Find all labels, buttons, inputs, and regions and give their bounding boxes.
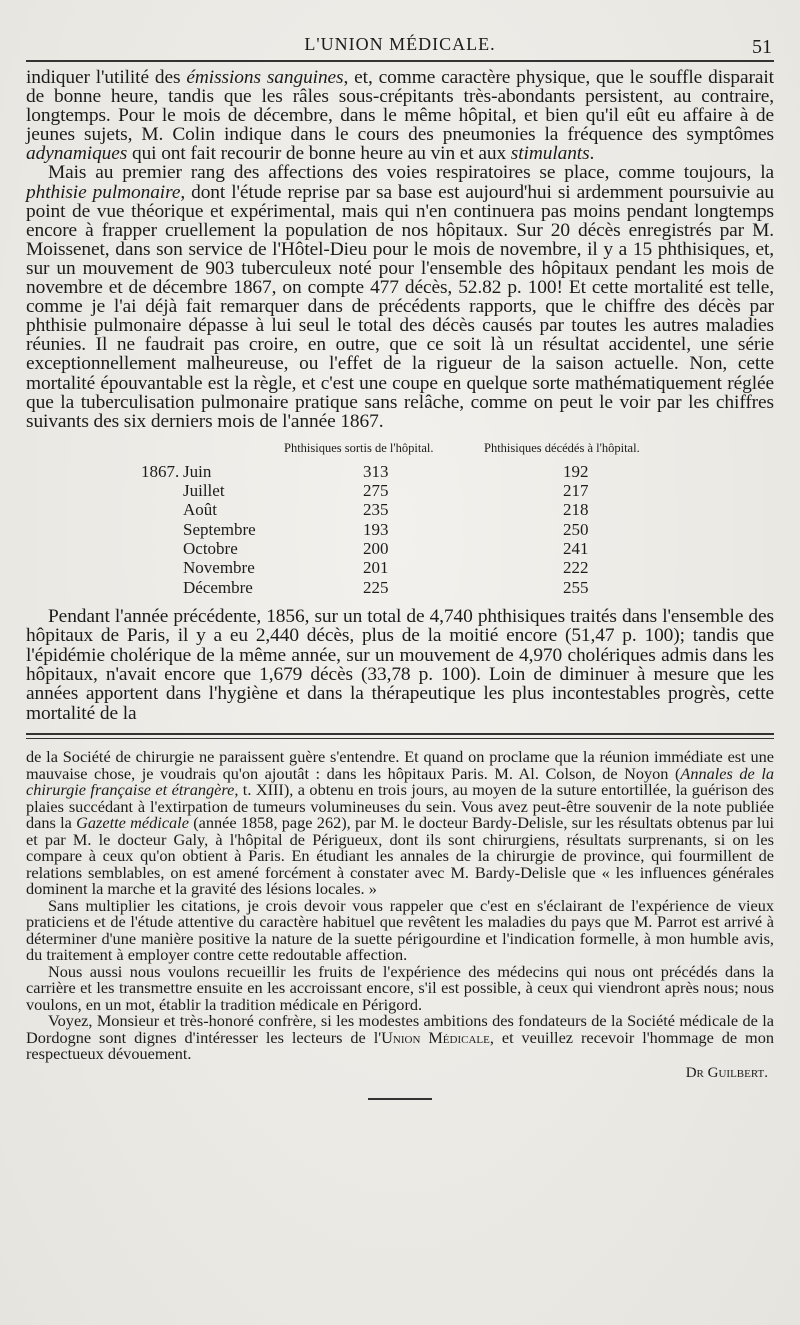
- letter-paragraph-closing: Voyez, Monsieur et très-honoré confrère, si les modestes ambitions des fondateurs de la Société médicale de la Dordogne sont dignes d'intéresser les lecteurs de l'Union Médicale, et veuillez recevoir l'hommage de mon respectueux dévouement.: [26, 1011, 774, 1064]
- decedes-cell: 217: [563, 481, 589, 501]
- year-cell: [141, 520, 183, 539]
- year-cell: [141, 578, 183, 597]
- sortis-cell: 193: [363, 519, 389, 539]
- sortis-cell: 225: [363, 577, 389, 597]
- page-header: [26, 28, 774, 62]
- letter-column: [26, 749, 774, 1100]
- main-column: [26, 68, 774, 723]
- table-row: [26, 481, 774, 500]
- col-header-decedes: Phthisiques décédés à l'hôpital.: [484, 440, 640, 455]
- month-cell: Juillet: [183, 481, 225, 501]
- letter-paragraph-surgery: de la Société de chirurgie ne paraissent guère s'entendre. Et quand on proclame que la réunion immédiate est une mauvaise chose, je voudrais qu'on ajoutât : dans les hôpitaux Paris. M. Al. Colson, de Noyon (Annales de la chirurgie française et étrangère, t. XIII), a obtenu en trois jours, au moyen de la suture entortillée, la guérison des plaies succédant à l'extirpation de tumeurs volumineuses du sein. Vous avez peut-être souvenir de la note publiée dans la Gazette médicale (année 1858, page 262), par M. le docteur Bardy-Delisle, sur les résultats obtenus par lui et par M. le docteur Galy, à l'hôpital de Périgueux, dont ils sont chirurgiens, résultats surprenants, si on les compare à ceux qu'on obtient à Paris. En étudiant les annales de la chirurgie de province, qui fourmillent de relations semblables, on est amené forcément à constater avec M. Bardy-Delisle que « les influences générales dominent la marche et la gravité des lésions locales. »: [26, 747, 774, 899]
- decedes-cell: 255: [563, 577, 589, 597]
- paragraph-pneumonia: indiquer l'utilité des émissions sanguines, et, comme caractère physique, que le souffle disparait de bonne heure, tandis que les râles sous-crépitants très-abondants persistent, au contraire, longtemps. Pour le mois de décembre, dans le même hôpital, et bien qu'il eût eu affaire à de jeunes sujets, M. Colin indique dans le cours des pneumonies la fréquence des symptômes adynamiques qui ont fait recourir de bonne heure au vin et aux stimulants.: [26, 67, 774, 165]
- month-cell: Octobre: [183, 538, 238, 558]
- table-row: [26, 539, 774, 558]
- decedes-cell: 250: [563, 519, 589, 539]
- month-cell: Juin: [183, 461, 212, 481]
- decedes-cell: 241: [563, 538, 589, 558]
- paragraph-previous-year: Pendant l'année précédente, 1856, sur un total de 4,740 phthisiques traités dans l'ensemble des hôpitaux de Paris, il y a eu 2,440 décès, plus de la moitié encore (51,47 p. 100); tandis que l'épidémie cholérique de la même année, sur un mouvement de 4,970 cholériques admis dans les hôpitaux, n'avait encore que 1,679 décès (33,78 p. 100). Loin de diminuer à mesure que les années apportent dans l'hygiène et dans la thérapeutique les plus incontestables progrès, cette mortalité de la: [26, 605, 774, 724]
- col-header-sortis: Phthisiques sortis de l'hôpital.: [284, 440, 434, 455]
- decedes-cell: 192: [563, 461, 589, 481]
- table-row: [26, 520, 774, 539]
- letter-paragraph-tradition: Nous aussi nous voulons recueillir les fruits de l'expérience des médecins qui nous ont précédés dans la carrière et les transmettre ensuite en les accroissant encore, s'il est possible, à ceux qui viendront après nous; nous voulons, en un mot, établir la tradition médicale en Périgord.: [26, 961, 774, 1014]
- table-row: [26, 578, 774, 597]
- sortis-cell: 200: [363, 538, 389, 558]
- header-rule: [26, 60, 774, 62]
- page-number: 51: [752, 36, 772, 58]
- sortis-cell: 235: [363, 500, 389, 520]
- table-header: [284, 441, 774, 456]
- table-row: [26, 558, 774, 577]
- letter-paragraph-citations: Sans multiplier les citations, je crois devoir vous rappeler que c'est en s'éclairant de l'expérience de vieux praticiens et de l'étude attentive du caractère habituel que revêtent les maladies du pays que M. Parrot est arrivé à déterminer d'une manière positive la nature de la suette périgourdine et l'indication formelle, à mon humble avis, du traitement à employer contre cette redoutable affection.: [26, 895, 774, 965]
- sortis-cell: 275: [363, 481, 389, 501]
- year-cell: 1867.: [141, 461, 180, 481]
- section-divider: [26, 733, 774, 739]
- sortis-cell: 201: [363, 558, 389, 578]
- year-cell: [141, 558, 183, 577]
- end-rule: [368, 1098, 432, 1100]
- phthisis-table: [26, 441, 774, 597]
- year-cell: [141, 539, 183, 558]
- running-head: L'UNION MÉDICALE.: [304, 34, 496, 54]
- year-cell: [141, 481, 183, 500]
- sortis-cell: 313: [363, 461, 389, 481]
- month-cell: Novembre: [183, 558, 255, 578]
- month-cell: Septembre: [183, 519, 256, 539]
- table-row: [26, 500, 774, 519]
- table-body: [26, 462, 774, 597]
- decedes-cell: 222: [563, 558, 589, 578]
- paragraph-phthisis: Mais au premier rang des affections des voies respiratoires se place, comme toujours, la phthisie pulmonaire, dont l'étude reprise par sa base est aujourd'hui si ardemment poursuivie au point de vue théorique et expérimental, mais qui n'en continuera pas moins pendant longtemps encore à frapper cruellement la population de nos hôpitaux. Sur 20 décès enregistrés par M. Moissenet, dans son service de l'Hôtel-Dieu pour le mois de novembre, il y a 15 phthisiques, et, sur un mouvement de 903 tuberculeux noté pour l'ensemble des hôpitaux pendant les mois de novembre et de décembre 1867, on compte 477 décès, 52.82 p. 100! Et cette mortalité est telle, comme je l'ai déjà fait remarquer dans de précédents rapports, que le chiffre des décès par phthisie pulmonaire dépasse à lui seul le total des décès causés par toutes les autres maladies réunies. Il ne faudrait pas croire, en outre, que ce soit là un résultat accidentel, une série exceptionnellement malheureuse, ou l'effet de la rigueur de la saison actuelle. Non, cette mortalité épouvantable est la règle, et c'est une coupe en quelque sorte mathématiquement réglée que la tuberculisation pulmonaire pratique sans relâche, comme on peut le voir par les chiffres suivants des six derniers mois de l'année 1867.: [26, 162, 774, 432]
- month-cell: Août: [183, 500, 217, 520]
- decedes-cell: 218: [563, 500, 589, 520]
- year-cell: [141, 500, 183, 519]
- signature: Dr Guilbert.: [685, 1064, 768, 1081]
- month-cell: Décembre: [183, 577, 253, 597]
- table-row: [26, 462, 774, 481]
